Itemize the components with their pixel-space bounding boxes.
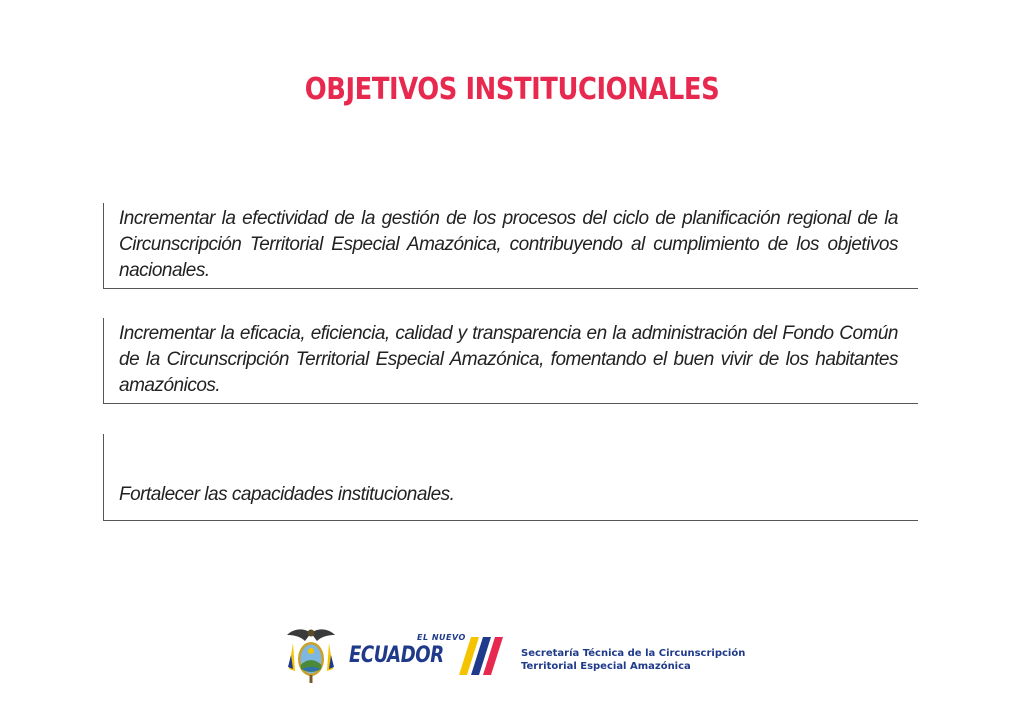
objective-item-1 <box>103 203 918 289</box>
objective-text-1: Incrementar la efectividad de la gestión de los procesos del ciclo de planificación regional de la Circunscripción Territorial Especial Amazónica, contribuyendo al cumplimiento de los objetivos nacionales. <box>119 208 898 281</box>
objective-item-3 <box>103 434 918 521</box>
objective-text-3: Fortalecer las capacidades institucionales. <box>119 484 455 505</box>
agency-name <box>521 647 745 673</box>
brand-small-text: EL NUEVO <box>417 633 466 642</box>
el-nuevo-ecuador-logo <box>349 633 509 679</box>
page-title: OBJETIVOS INSTITUCIONALES <box>304 72 720 107</box>
agency-name-line-2: Territorial Especial Amazónica <box>521 661 691 672</box>
objective-item-2 <box>103 318 918 404</box>
agency-name-line-1: Secretaría Técnica de la Circunscripción <box>521 648 746 659</box>
objective-text-2: Incrementar la eficacia, eficiencia, calidad y transparencia en la administración del Fondo Común de la Circunscripción Territorial Especial Amazónica, fomentando el buen vivir de los habitantes amazónicos. <box>119 323 898 396</box>
brand-main-text: ECUADOR <box>349 643 444 668</box>
flag-stripes-icon <box>457 635 509 675</box>
ecuador-coat-of-arms-icon <box>285 625 337 685</box>
footer <box>285 625 765 685</box>
